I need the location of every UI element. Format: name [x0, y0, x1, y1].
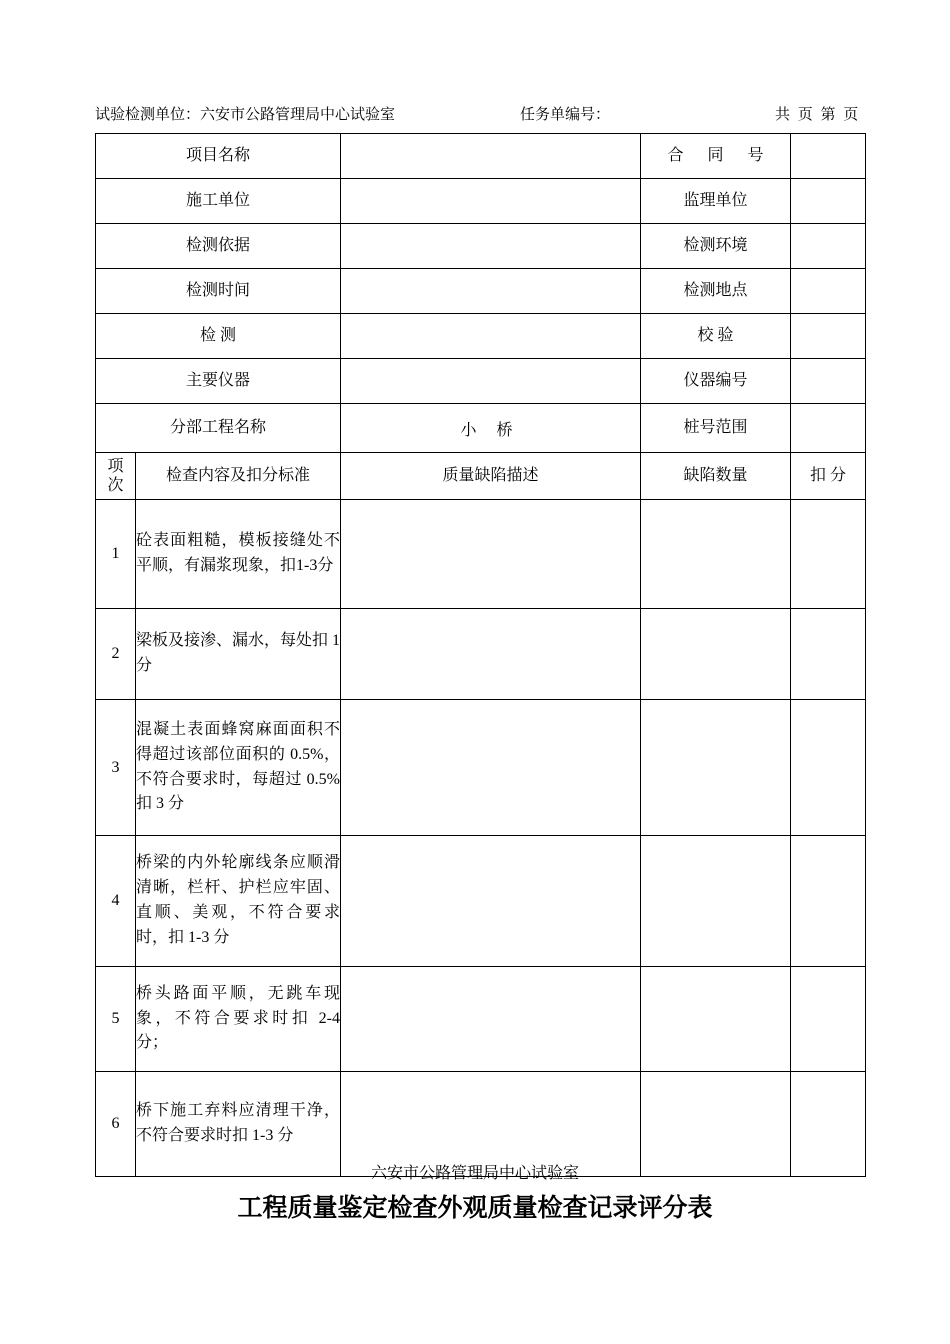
- column-header-criteria: 检查内容及扣分标准: [136, 453, 341, 500]
- info-row: [96, 224, 866, 269]
- column-header-defect-count: 缺陷数量: [641, 453, 791, 500]
- row-defect-desc[interactable]: [341, 500, 641, 609]
- info-left-value[interactable]: [341, 314, 641, 359]
- info-row: [96, 404, 866, 453]
- row-defect-desc[interactable]: [341, 609, 641, 700]
- row-criteria: 梁板及接渗、漏水，每处扣 1 分: [136, 609, 341, 700]
- info-left-label: 检 测: [96, 314, 341, 359]
- info-left-label: 主要仪器: [96, 359, 341, 404]
- row-defect-count[interactable]: [641, 700, 791, 836]
- info-row: [96, 134, 866, 179]
- info-left-value[interactable]: [341, 179, 641, 224]
- row-deduction[interactable]: [791, 836, 866, 967]
- info-left-value[interactable]: 小 桥: [341, 404, 641, 453]
- info-right-value[interactable]: [791, 224, 866, 269]
- row-index: 4: [96, 836, 136, 967]
- info-left-value[interactable]: [341, 134, 641, 179]
- table-row: [96, 967, 866, 1072]
- testing-unit-label: 试验检测单位：六安市公路管理局中心试验室: [95, 107, 396, 123]
- row-deduction[interactable]: [791, 967, 866, 1072]
- info-right-label: 桩号范围: [641, 404, 791, 453]
- info-row: [96, 269, 866, 314]
- row-deduction[interactable]: [791, 609, 866, 700]
- row-index: 3: [96, 700, 136, 836]
- info-row: [96, 179, 866, 224]
- info-right-value[interactable]: [791, 134, 866, 179]
- check-header-row: [96, 453, 866, 500]
- info-right-label: 仪器编号: [641, 359, 791, 404]
- row-defect-count[interactable]: [641, 609, 791, 700]
- task-number-label: 任务单编号：: [520, 107, 611, 123]
- info-left-label: 检测依据: [96, 224, 341, 269]
- row-index: 5: [96, 967, 136, 1072]
- row-deduction[interactable]: [791, 500, 866, 609]
- row-defect-desc[interactable]: [341, 836, 641, 967]
- column-header-index: [96, 453, 136, 500]
- column-header-defect-desc: 质量缺陷描述: [341, 453, 641, 500]
- form-table: [95, 133, 866, 1177]
- info-left-label: 施工单位: [96, 179, 341, 224]
- info-right-label: 校 验: [641, 314, 791, 359]
- info-right-label: 检测环境: [641, 224, 791, 269]
- table-row: [96, 700, 866, 836]
- info-right-label: 合 同 号: [641, 134, 791, 179]
- info-left-label: 项目名称: [96, 134, 341, 179]
- info-right-label: 检测地点: [641, 269, 791, 314]
- info-row: [96, 314, 866, 359]
- info-right-value[interactable]: [791, 359, 866, 404]
- row-criteria: 桥头路面平顺，无跳车现象，不符合要求时扣 2-4 分；: [136, 967, 341, 1072]
- row-defect-desc[interactable]: [341, 967, 641, 1072]
- table-row: [96, 500, 866, 609]
- info-left-label: 检测时间: [96, 269, 341, 314]
- info-left-value[interactable]: [341, 224, 641, 269]
- row-index: 6: [96, 1072, 136, 1177]
- info-right-value[interactable]: [791, 314, 866, 359]
- row-index: 1: [96, 500, 136, 609]
- footer-organization: 六安市公路管理局中心试验室: [370, 1165, 579, 1182]
- info-right-value[interactable]: [791, 404, 866, 453]
- info-right-value[interactable]: [791, 179, 866, 224]
- page-count-label: 共 页 第 页: [775, 107, 861, 123]
- info-left-value[interactable]: [341, 359, 641, 404]
- column-header-deduction: 扣 分: [791, 453, 866, 500]
- column-header-index-text: 项次: [107, 457, 124, 494]
- info-left-value[interactable]: [341, 269, 641, 314]
- table-row: [96, 836, 866, 967]
- table-row: [96, 609, 866, 700]
- row-deduction[interactable]: [791, 700, 866, 836]
- row-criteria: 混凝土表面蜂窝麻面面积不得超过该部位面积的 0.5%，不符合要求时，每超过 0.5%扣 3 分: [136, 700, 341, 836]
- row-index: 2: [96, 609, 136, 700]
- row-criteria: 桥梁的内外轮廓线条应顺滑清晰，栏杆、护栏应牢固、直顺、美观，不符合要求时，扣 1-3 分: [136, 836, 341, 967]
- info-right-value[interactable]: [791, 269, 866, 314]
- info-row: [96, 359, 866, 404]
- row-criteria: 砼表面粗糙，模板接缝处不平顺，有漏浆现象，扣1-3分: [136, 500, 341, 609]
- row-defect-desc[interactable]: [341, 700, 641, 836]
- info-left-label: 分部工程名称: [96, 404, 341, 453]
- row-defect-count[interactable]: [641, 500, 791, 609]
- page-title: 工程质量鉴定检查外观质量检查记录评分表: [237, 1195, 713, 1222]
- row-defect-count[interactable]: [641, 836, 791, 967]
- row-criteria: 桥下施工弃料应清理干净，不符合要求时扣 1-3 分: [136, 1072, 341, 1177]
- info-right-label: 监理单位: [641, 179, 791, 224]
- row-defect-count[interactable]: [641, 967, 791, 1072]
